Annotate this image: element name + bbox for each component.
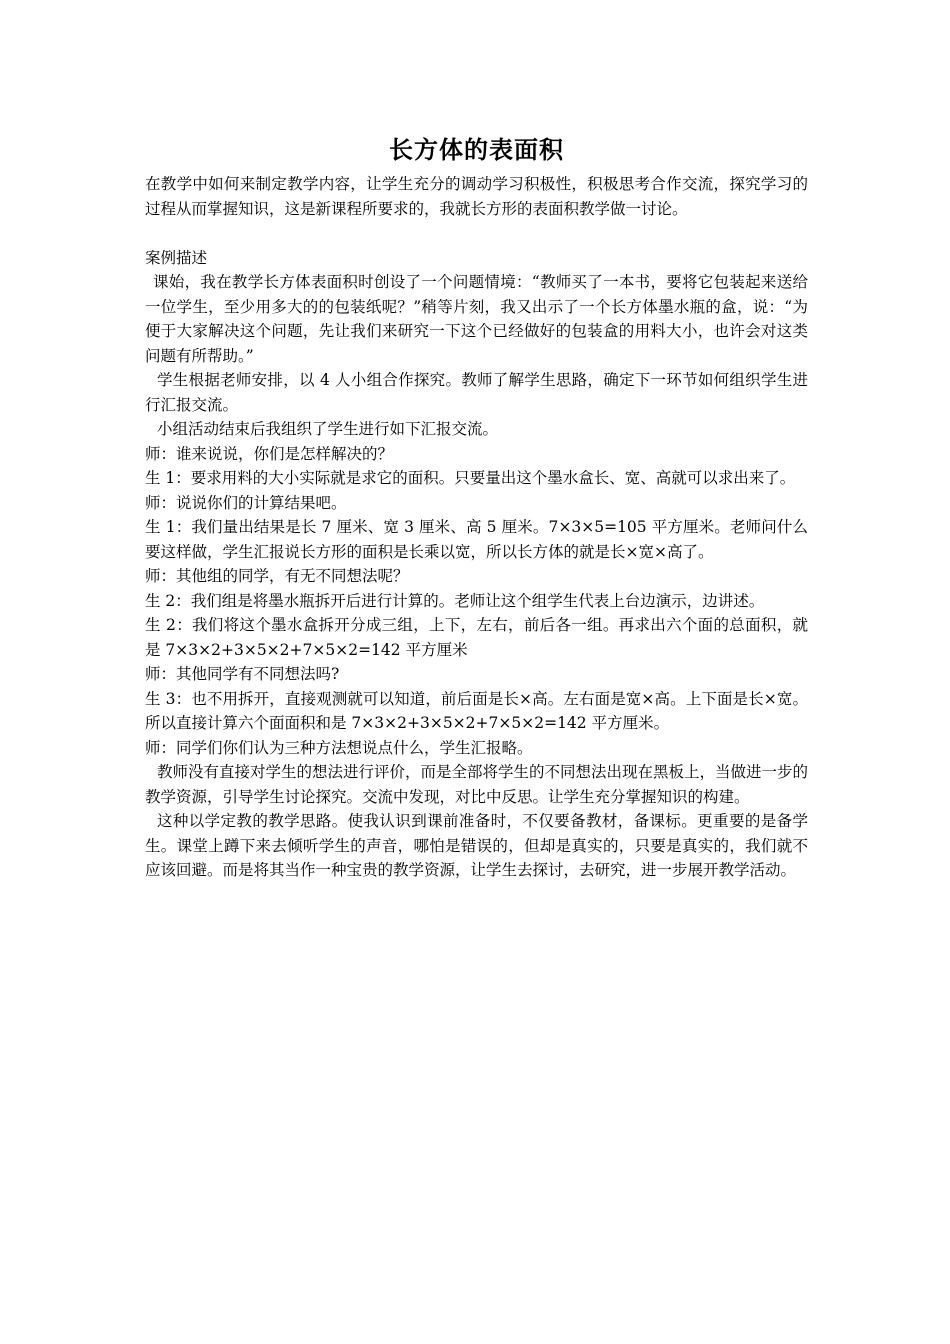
dialogue-line: 生 3：也不用拆开，直接观测就可以知道，前后面是长×高。左右面是宽×高。上下面是长×宽。所以直接计算六个面面积和是 7×3×2+3×5×2+7×5×2=142 平方厘米。 (145, 689, 808, 732)
dialogue-line: 师：其他同学有不同想法吗? (145, 665, 340, 683)
dialogue-line: 生 1：要求用料的大小实际就是求它的面积。只要量出这个墨水盒长、宽、高就可以求出来了。 (145, 469, 796, 487)
dialogue-line: 师：说说你们的计算结果吧。 (145, 493, 347, 512)
dialogue-line: 师：其他组的同学，有无不同想法呢？ (145, 567, 409, 585)
paragraph-group-work: 学生根据老师安排，以 4 人小组合作探究。教师了解学生思路，确定下一环节如何组织学生进行汇报交流。 (145, 371, 808, 414)
dialogue-line: 生 1：我们量出结果是长 7 厘米、宽 3 厘米、高 5 厘米。7×3×5=105 平方厘米。老师问什么要这样做，学生汇报说长方形的面积是长乘以宽，所以长方体的就是长×宽×高了。 (145, 518, 808, 561)
document-page (145, 128, 808, 883)
dialogue-line: 生 2：我们组是将墨水瓶拆开后进行计算的。老师让这个组学生代表上台边演示，边讲述。 (145, 591, 765, 610)
paragraph-lesson-start: 课始，我在教学长方体表面积时创设了一个问题情境：“教师买了一本书，要将它包装起来送给一位学生，至少用多大的的包装纸呢？”稍等片刻，我又出示了一个长方体墨水瓶的盒，说：“为便于大家解决这个问题，先让我们来研究一下这个已经做好的包装盒的用料大小，也许会对这类问题有所帮助。” (145, 273, 808, 365)
dialogue-line: 师：同学们你们认为三种方法想说点什么，学生汇报略。 (145, 738, 533, 757)
intro-paragraph: 在教学中如何来制定教学内容，让学生充分的调动学习积极性，积极思考合作交流，探究学习的过程从而掌握知识，这是新课程所要求的，我就长方形的表面积教学做一讨论。 (145, 175, 808, 218)
dialogue-line: 师：谁来说说，你们是怎样解决的？ (145, 444, 394, 463)
section-heading-case-description: 案例描述 (145, 248, 208, 267)
paragraph-reflection: 教师没有直接对学生的想法进行评价，而是全部将学生的不同想法出现在黑板上，当做进一步的教学资源，引导学生讨论探究。交流中发现，对比中反思。让学生充分掌握知识的构建。 (145, 763, 809, 806)
document-title: 长方体的表面积 (389, 136, 564, 164)
paragraph-report-intro: 小组活动结束后我组织了学生进行如下汇报交流。 (157, 420, 499, 438)
dialogue-line: 生 2：我们将这个墨水盒拆开分成三组，上下，左右，前后各一组。再求出六个面的总面积，就是 7×3×2+3×5×2+7×5×2=142 平方厘米 (145, 616, 808, 659)
blank-line (145, 221, 808, 246)
paragraph-conclusion: 这种以学定教的教学思路。使我认识到课前准备时，不仅要备教材，备课标。更重要的是备学生。课堂上蹲下来去倾听学生的声音，哪怕是错误的，但却是真实的，只要是真实的，我们就不应该回避。而是将其当作一种宝贵的教学资源，让学生去探讨，去研究，进一步展开教学活动。 (145, 812, 808, 879)
